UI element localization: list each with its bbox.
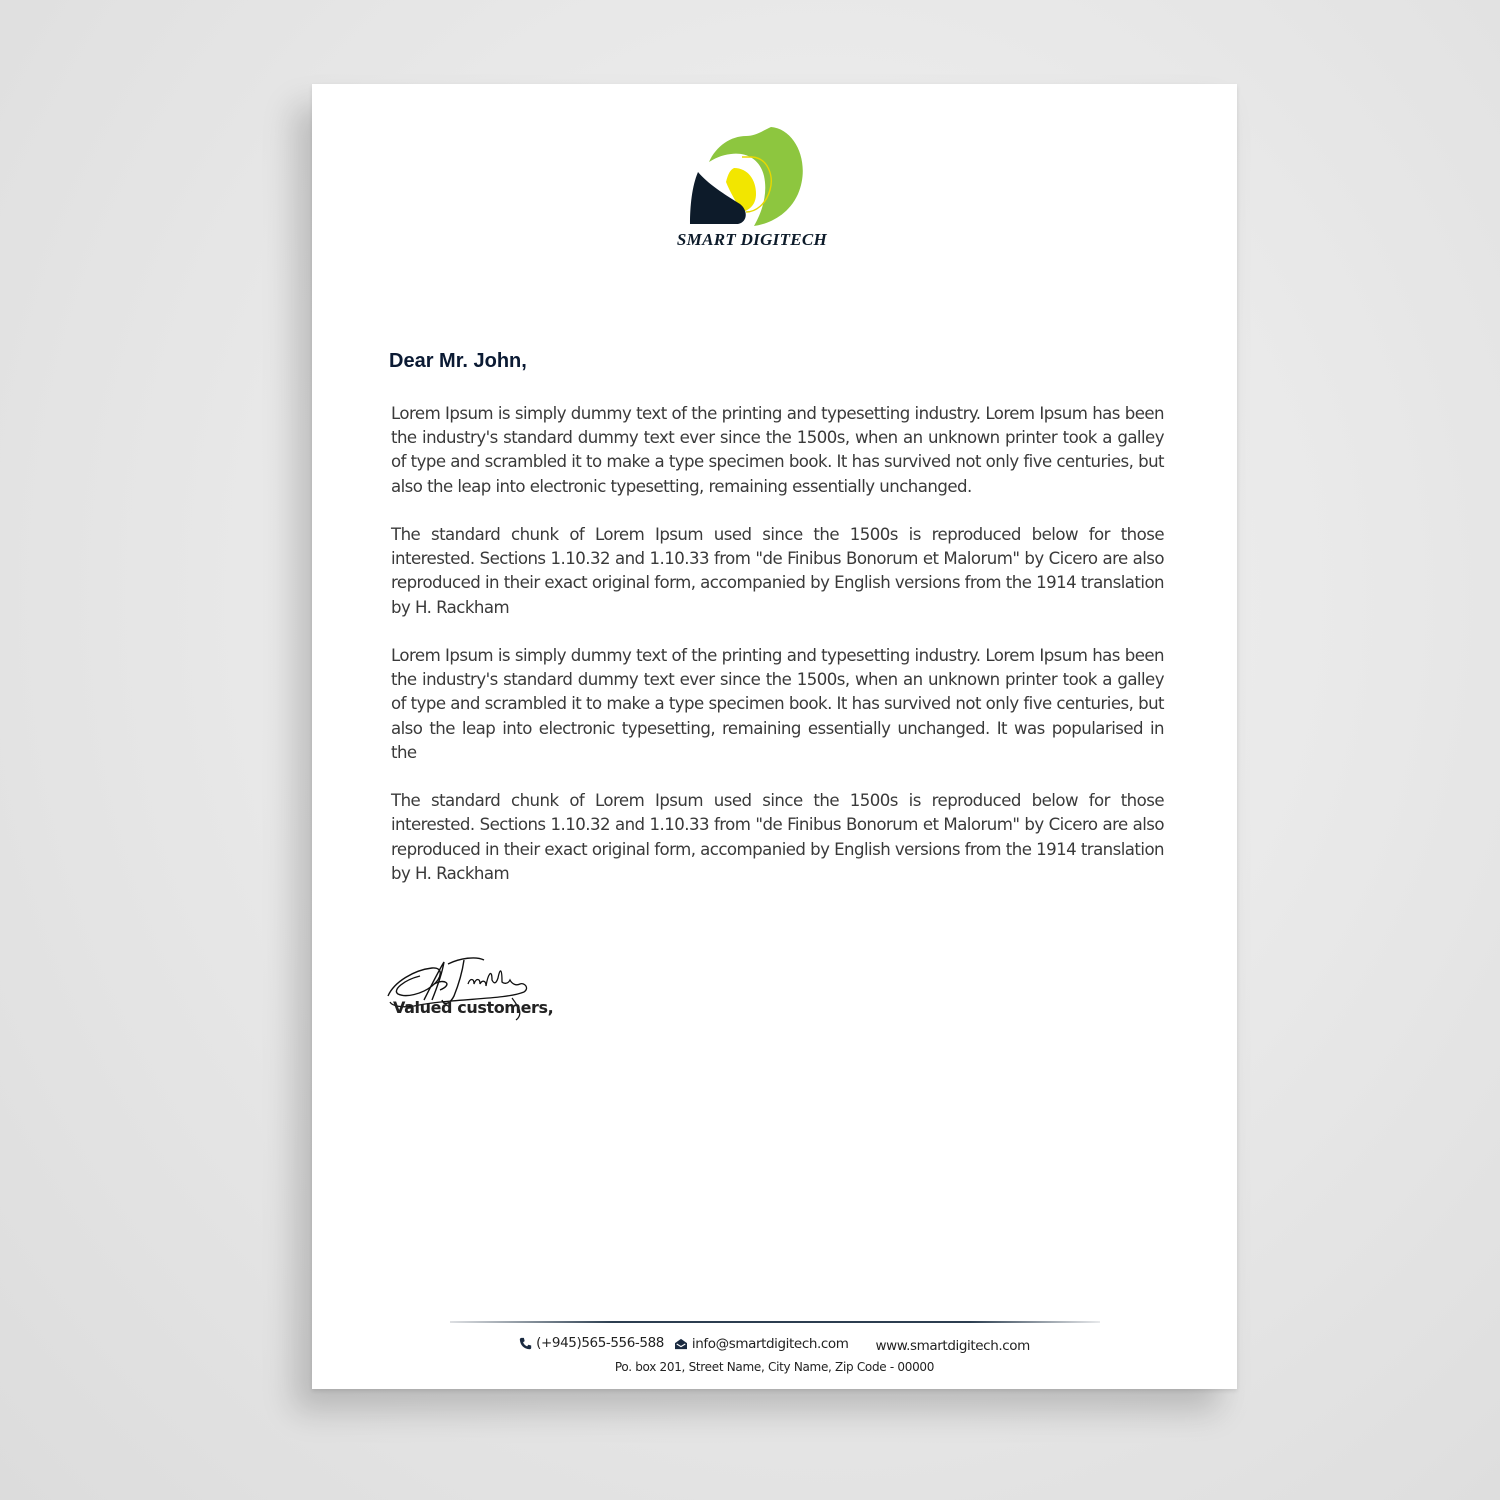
- paragraph: The standard chunk of Lorem Ipsum used since the 1500s is reproduced below for those interested. Sections 1.10.32 and 1.10.33 from "de Finibus Bonorum et Malorum" by Cicero are also reproduced in their exact original form, accompanied by English versions from the 1914 translation by H. Rackham: [391, 525, 1165, 617]
- letter-body: [391, 402, 1164, 910]
- footer-phone: [519, 1335, 664, 1351]
- letterhead-page: [312, 84, 1237, 1389]
- company-name: SMART DIGITECH: [676, 230, 828, 249]
- paragraph: Lorem Ipsum is simply dummy text of the printing and typesetting industry. Lorem Ipsum has been the industry's standard dummy text ever since the 1500s, when an unknown printer took a galley of type and scrambled it to make a type specimen book. It has survived not only five centuries, but also the leap into electronic typesetting, remaining essentially unchanged.: [391, 404, 1164, 496]
- paragraph: The standard chunk of Lorem Ipsum used since the 1500s is reproduced below for those interested. Sections 1.10.32 and 1.10.33 from "de Finibus Bonorum et Malorum" by Cicero are also reproduced in their exact original form, accompanied by English versions from the 1914 translation by H. Rackham: [391, 791, 1165, 883]
- envelope-icon: [674, 1338, 688, 1350]
- paragraph: Lorem Ipsum is simply dummy text of the printing and typesetting industry. Lorem Ipsum has been the industry's standard dummy text ever since the 1500s, when an unknown printer took a galley of type and scrambled it to make a type specimen book. It has survived not only five centuries, but also the leap into electronic typesetting, remaining essentially unchanged. It was popularised in the: [391, 646, 1164, 762]
- footer-contacts: [312, 1335, 1237, 1354]
- website-link[interactable]: www.smartdigitech.com: [875, 1337, 1030, 1354]
- footer-website[interactable]: [875, 1338, 1029, 1354]
- footer-email[interactable]: [674, 1336, 849, 1352]
- salutation: Dear Mr. John,: [389, 350, 527, 372]
- email-link[interactable]: info@smartdigitech.com: [691, 1335, 849, 1352]
- closing-text: Valued customers,: [393, 998, 554, 1017]
- sd-logo-icon: [676, 124, 806, 234]
- footer-divider: [450, 1321, 1100, 1323]
- footer-address: Po. box 201, Street Name, City Name, Zip Code - 00000: [614, 1360, 935, 1374]
- phone-icon: [519, 1337, 532, 1350]
- phone-text: (+945)565-556-588: [536, 1335, 664, 1351]
